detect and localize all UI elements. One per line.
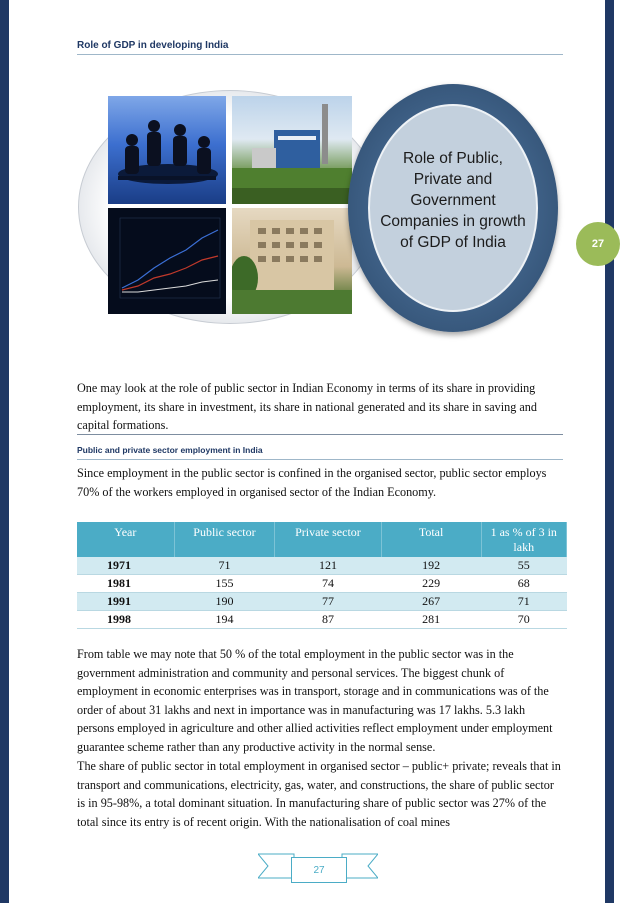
header-percent: 1 as % of 3 in lakh [481, 522, 566, 557]
table-row [77, 575, 567, 593]
header-year: Year [77, 522, 174, 557]
running-header: Role of GDP in developing India [77, 40, 229, 51]
intro-paragraph: One may look at the role of public sector in Indian Economy in terms of its share in providing employment, its share in investment, its share in national generated and its share in saving and capital formations. [77, 381, 537, 432]
cell-total: 192 [381, 557, 481, 575]
section-paragraph: Since employment in the public sector is confined in the organised sector, public sector employs 70% of the workers employed in organised sector of the Indian Economy. [77, 466, 547, 499]
paragraph-3: The share of public sector in total employment in organised sector – public+ private; reveals that in transport and communications, electricity, gas, water, and constructions, the share of public sector is in 95-98%, a total dominant situation. In manufacturing share of public sector was 27% of the total since its entry is of recent origin. With the nationalisation of coal mines [77, 759, 561, 829]
cell-public: 71 [174, 557, 275, 575]
table-header-row [77, 522, 567, 557]
header-public-sector: Public sector [174, 522, 275, 557]
table-row [77, 557, 567, 575]
cell-year: 1991 [77, 593, 174, 611]
cell-year: 1981 [77, 575, 174, 593]
cell-private: 77 [275, 593, 381, 611]
footer-page-number: 27 [291, 857, 347, 883]
paragraph-2: From table we may note that 50 % of the total employment in the public sector was in the government administration and community and personal services. The biggest chunk of employment in economic enterprises was in transport, storage and in communications was of the order of about 31 lakhs and next in importance was in manufacturing was 17 lakhs. 5.3 lakh persons employed in agriculture and other allied activities reflect employment under employment guarantee scheme rather than any productive activity in the normal sense. [77, 647, 553, 754]
table-row [77, 593, 567, 611]
header-private-sector: Private sector [275, 522, 381, 557]
section-divider [77, 434, 563, 435]
section-heading: Public and private sector employment in India [77, 445, 263, 455]
section-heading-rule [77, 459, 563, 460]
cell-total: 229 [381, 575, 481, 593]
cell-private: 87 [275, 611, 381, 629]
cell-percent: 68 [481, 575, 566, 593]
office-building-photo [232, 208, 352, 314]
cell-public: 155 [174, 575, 275, 593]
title-circle [368, 104, 538, 312]
cell-percent: 55 [481, 557, 566, 575]
cell-total: 267 [381, 593, 481, 611]
cell-public: 190 [174, 593, 275, 611]
header-total: Total [381, 522, 481, 557]
hero-title-text: Role of Public, Private and Government Companies in growth of GDP of India [380, 149, 526, 251]
meeting-silhouettes-photo [108, 96, 226, 204]
right-border-bar [605, 0, 614, 903]
cell-private: 121 [275, 557, 381, 575]
cell-percent: 70 [481, 611, 566, 629]
cell-year: 1998 [77, 611, 174, 629]
cell-public: 194 [174, 611, 275, 629]
cell-year: 1971 [77, 557, 174, 575]
cell-percent: 71 [481, 593, 566, 611]
side-page-number-badge: 27 [576, 222, 620, 266]
left-border-bar [0, 0, 9, 903]
table-row [77, 611, 567, 629]
cell-total: 281 [381, 611, 481, 629]
power-plant-photo [232, 96, 352, 204]
cell-private: 74 [275, 575, 381, 593]
employment-table [77, 522, 567, 629]
line-chart-thumbnail [108, 208, 226, 314]
header-rule [77, 54, 563, 55]
